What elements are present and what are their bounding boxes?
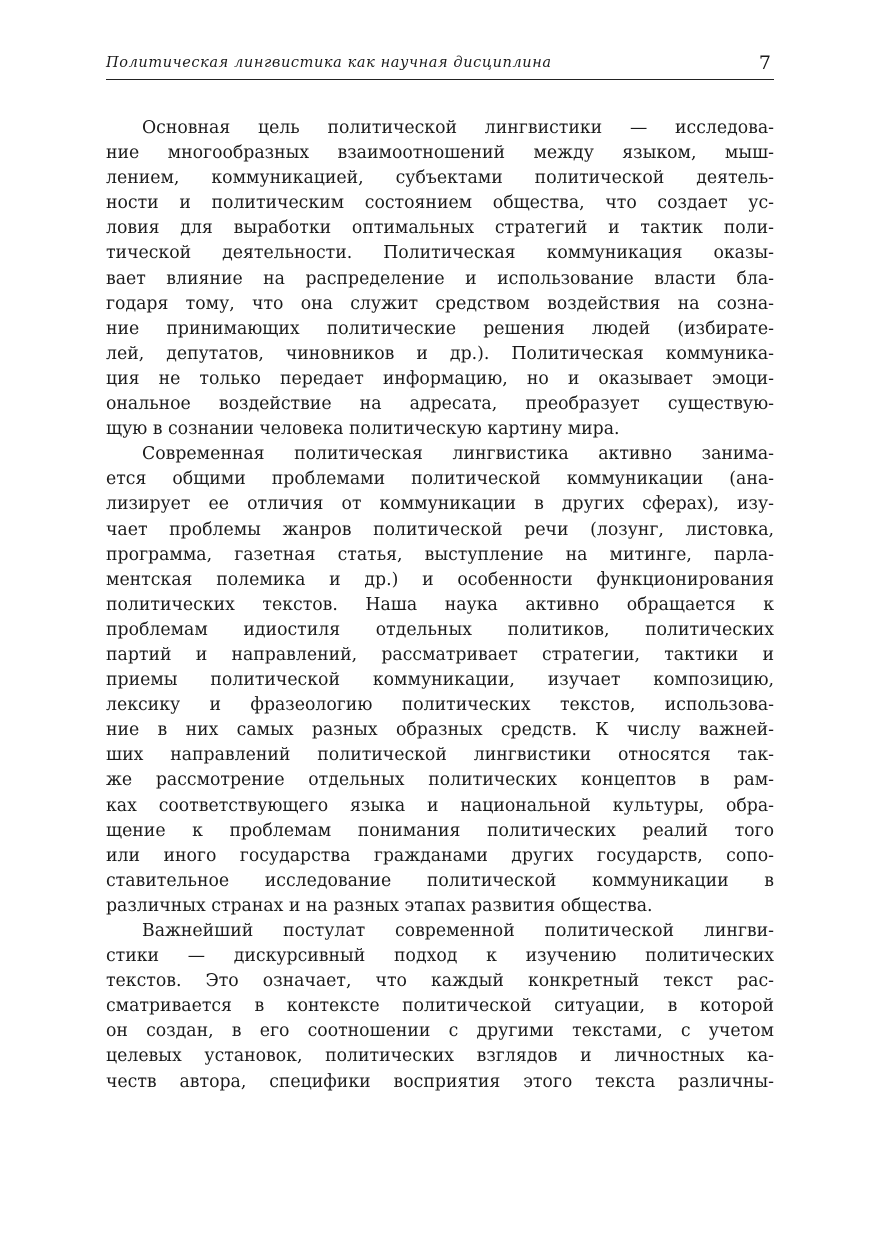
text-line: ние в них самых разных образных средств. К числу важней-	[106, 720, 774, 741]
text-line: проблемам идиостиля отдельных политиков, политических	[106, 619, 774, 640]
text-line: Современная политическая лингвистика активно занима-	[142, 444, 774, 465]
paragraph-1	[106, 116, 774, 442]
text-line: ментская полемика и др.) и особенности функционирования	[106, 569, 774, 590]
text-line: ональное воздействие на адресата, преобразует существую-	[106, 394, 774, 415]
text-line: ция не только передает информацию, но и оказывает эмоци-	[106, 368, 774, 389]
text-line: вает влияние на распределение и использование власти бла-	[106, 268, 774, 289]
text-line: партий и направлений, рассматривает стратегии, тактики и	[106, 644, 774, 665]
text-line: ках соответствующего языка и национальной культуры, обра-	[106, 795, 774, 816]
text-line: же рассмотрение отдельных политических концептов в рам-	[106, 770, 774, 791]
text-line: приемы политической коммуникации, изучает композицию,	[106, 670, 774, 691]
text-line: честв автора, специфики восприятия этого текста различны-	[106, 1071, 774, 1092]
text-line: щение к проблемам понимания политических реалий того	[106, 820, 774, 841]
text-line: он создан, в его соотношении с другими текстами, с учетом	[106, 1021, 774, 1042]
text-line: ставительное исследование политической коммуникации в	[106, 870, 774, 891]
text-line: Важнейший постулат современной политической лингви-	[142, 921, 774, 941]
page-number: 7	[758, 52, 771, 74]
text-line: ших направлений политической лингвистики относятся так-	[106, 745, 774, 766]
text-line: лексику и фразеологию политических текстов, использова-	[106, 695, 774, 716]
text-line: чает проблемы жанров политической речи (лозунг, листовка,	[106, 519, 774, 540]
text-line: Основная цель политической лингвистики — исследова-	[142, 118, 774, 138]
text-line: стики — дискурсивный подход к изучению политических	[106, 946, 774, 967]
text-line: целевых установок, политических взглядов и личностных ка-	[106, 1046, 774, 1067]
text-line: политических текстов. Наша наука активно обращается к	[106, 594, 774, 615]
text-line: лей, депутатов, чиновников и др.). Политическая коммуника-	[106, 343, 774, 364]
text-line: тической деятельности. Политическая коммуникация оказы-	[106, 243, 774, 264]
text-line: различных странах и на разных этапах развития общества.	[106, 895, 653, 916]
text-line: ется общими проблемами политической коммуникации (ана-	[106, 469, 774, 490]
text-line: годаря тому, что она служит средством воздействия на созна-	[106, 293, 774, 314]
text-line: текстов. Это означает, что каждый конкретный текст рас-	[106, 971, 774, 992]
text-line: или иного государства гражданами других государств, сопо-	[106, 845, 774, 866]
paragraph-3	[106, 919, 774, 1095]
text-line: лизирует ее отличия от коммуникации в других сферах), изу-	[106, 494, 774, 515]
text-line: ние принимающих политические решения людей (избирате-	[106, 318, 774, 339]
running-title: Политическая лингвистика как научная дисциплина	[106, 55, 552, 71]
page-header	[106, 50, 774, 80]
text-line: щую в сознании человека политическую картину мира.	[106, 419, 620, 440]
text-line: сматривается в контексте политической ситуации, в которой	[106, 996, 774, 1017]
text-line: ловия для выработки оптимальных стратегий и тактик поли-	[106, 218, 774, 239]
text-line: программа, газетная статья, выступление на митинге, парла-	[106, 544, 774, 565]
body-text	[106, 116, 774, 1095]
text-line: ние многообразных взаимоотношений между языком, мыш-	[106, 143, 774, 164]
text-line: ности и политическим состоянием общества, что создает ус-	[106, 193, 774, 214]
text-line: лением, коммуникацией, субъектами политической деятель-	[106, 168, 774, 189]
paragraph-2	[106, 442, 774, 919]
